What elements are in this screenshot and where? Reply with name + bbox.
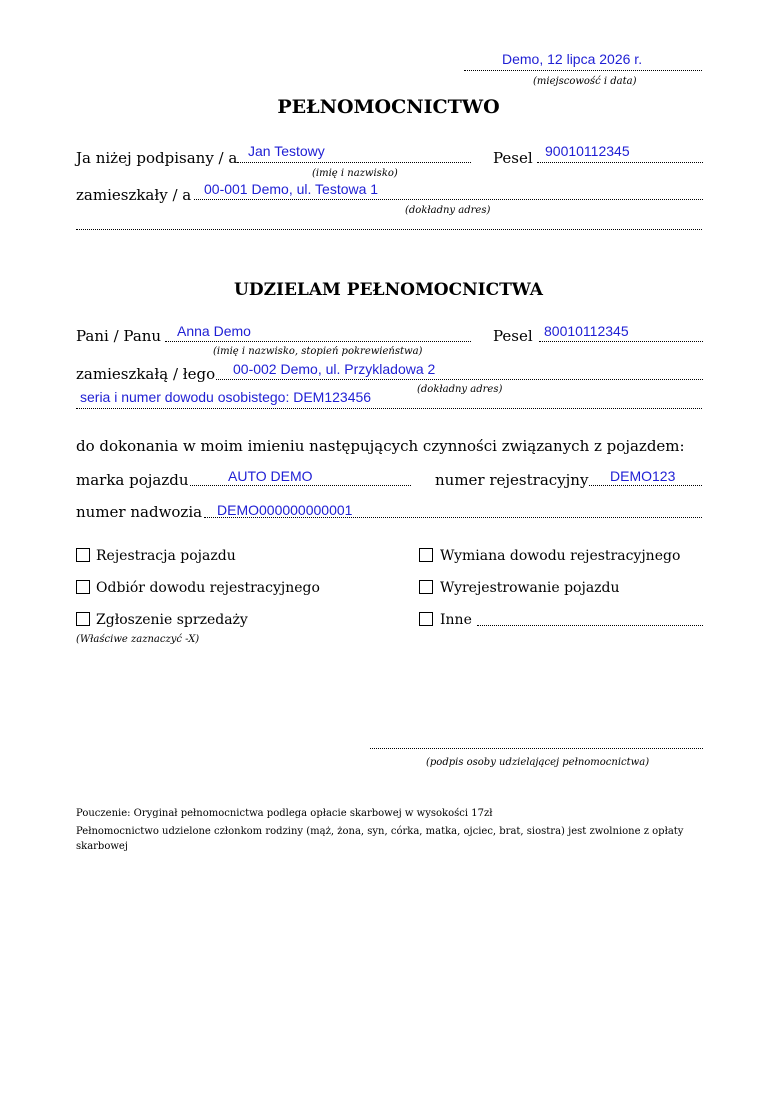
pickup-label: Odbiór dowodu rejestracyjnego [96,580,320,596]
grantor-label: Ja niżej podpisany / a [76,149,238,167]
note-fee: Pouczenie: Oryginał pełnomocnictwa podlega opłacie skarbowej w wysokości 17zł [76,808,493,819]
proxy-address-hint: (dokładny adres) [417,384,503,395]
other-input-line[interactable] [477,625,703,626]
grantor-address-hint: (dokładny adres) [405,205,491,216]
grantor-address-line-2 [76,229,702,230]
grantor-name-field[interactable]: Jan Testowy [248,143,325,159]
signature-line[interactable] [370,748,703,749]
proxy-address-field[interactable]: 00-002 Demo, ul. Przykladowa 2 [233,361,436,377]
proxy-label: Pani / Panu [76,327,162,345]
place-date-value[interactable]: Demo, 12 lipca 2026 r. [502,51,643,67]
grantor-pesel-line [537,162,703,163]
grantor-pesel-label: Pesel [493,149,533,167]
other-label: Inne [440,612,472,628]
vehicle-make-label: marka pojazdu [76,471,189,489]
proxy-address-line [216,379,703,380]
note-exemption: Pełnomocnictwo udzielone członkom rodziny (mąż, żona, syn, córka, matka, ojciec, brat, siostra) jest zwolnione z opłaty skarbowej [76,826,684,852]
exchange-label: Wymiana dowodu rejestracyjnego [440,548,681,564]
registration-label: Rejestracja pojazdu [96,548,236,564]
vehicle-reg-field[interactable]: DEMO123 [610,468,676,484]
proxy-address-label: zamieszkałą / łego [76,365,216,383]
grantor-pesel-field[interactable]: 90010112345 [545,143,630,159]
proxy-name-field[interactable]: Anna Demo [177,323,251,339]
grantor-address-line [194,199,703,200]
other-checkbox[interactable] [419,612,433,626]
place-date-hint: (miejscowość i data) [533,76,637,87]
checkbox-hint: (Właściwe zaznaczyć -X) [76,634,200,645]
grantor-name-hint: (imię i nazwisko) [312,168,398,179]
pickup-checkbox[interactable] [76,580,90,594]
proxy-id-document-field[interactable]: seria i numer dowodu osobistego: DEM123456 [80,389,372,405]
vehicle-vin-label: numer nadwozia [76,503,203,521]
proxy-address-line-2 [76,408,702,409]
registration-checkbox[interactable] [76,548,90,562]
grantor-address-field[interactable]: 00-001 Demo, ul. Testowa 1 [204,181,379,197]
deregistration-label: Wyrejestrowanie pojazdu [440,580,620,596]
exchange-checkbox[interactable] [419,548,433,562]
proxy-pesel-label: Pesel [493,327,533,345]
proxy-pesel-line [539,341,703,342]
proxy-name-hint: (imię i nazwisko, stopień pokrewieństwa) [213,346,423,357]
vehicle-make-field[interactable]: AUTO DEMO [228,468,313,484]
sale-label: Zgłoszenie sprzedaży [96,612,248,628]
proxy-pesel-field[interactable]: 80010112345 [544,323,629,339]
page-title: PEŁNOMOCNICTWO [277,96,500,118]
deregistration-checkbox[interactable] [419,580,433,594]
place-date-line [464,70,702,71]
vehicle-reg-line [589,485,702,486]
vehicle-vin-field[interactable]: DEMO000000000001 [217,502,353,518]
grantor-address-label: zamieszkały / a [76,186,192,204]
section-title: UDZIELAM PEŁNOMOCNICTWA [234,280,543,300]
vehicle-make-line [190,485,411,486]
proxy-name-line [165,341,471,342]
sale-checkbox[interactable] [76,612,90,626]
vehicle-reg-label: numer rejestracyjny [435,471,589,489]
signature-hint: (podpis osoby udzielającej pełnomocnictwa) [426,757,650,768]
intro-text: do dokonania w moim imieniu następujących czynności związanych z pojazdem: [76,437,685,455]
grantor-name-line [237,162,471,163]
